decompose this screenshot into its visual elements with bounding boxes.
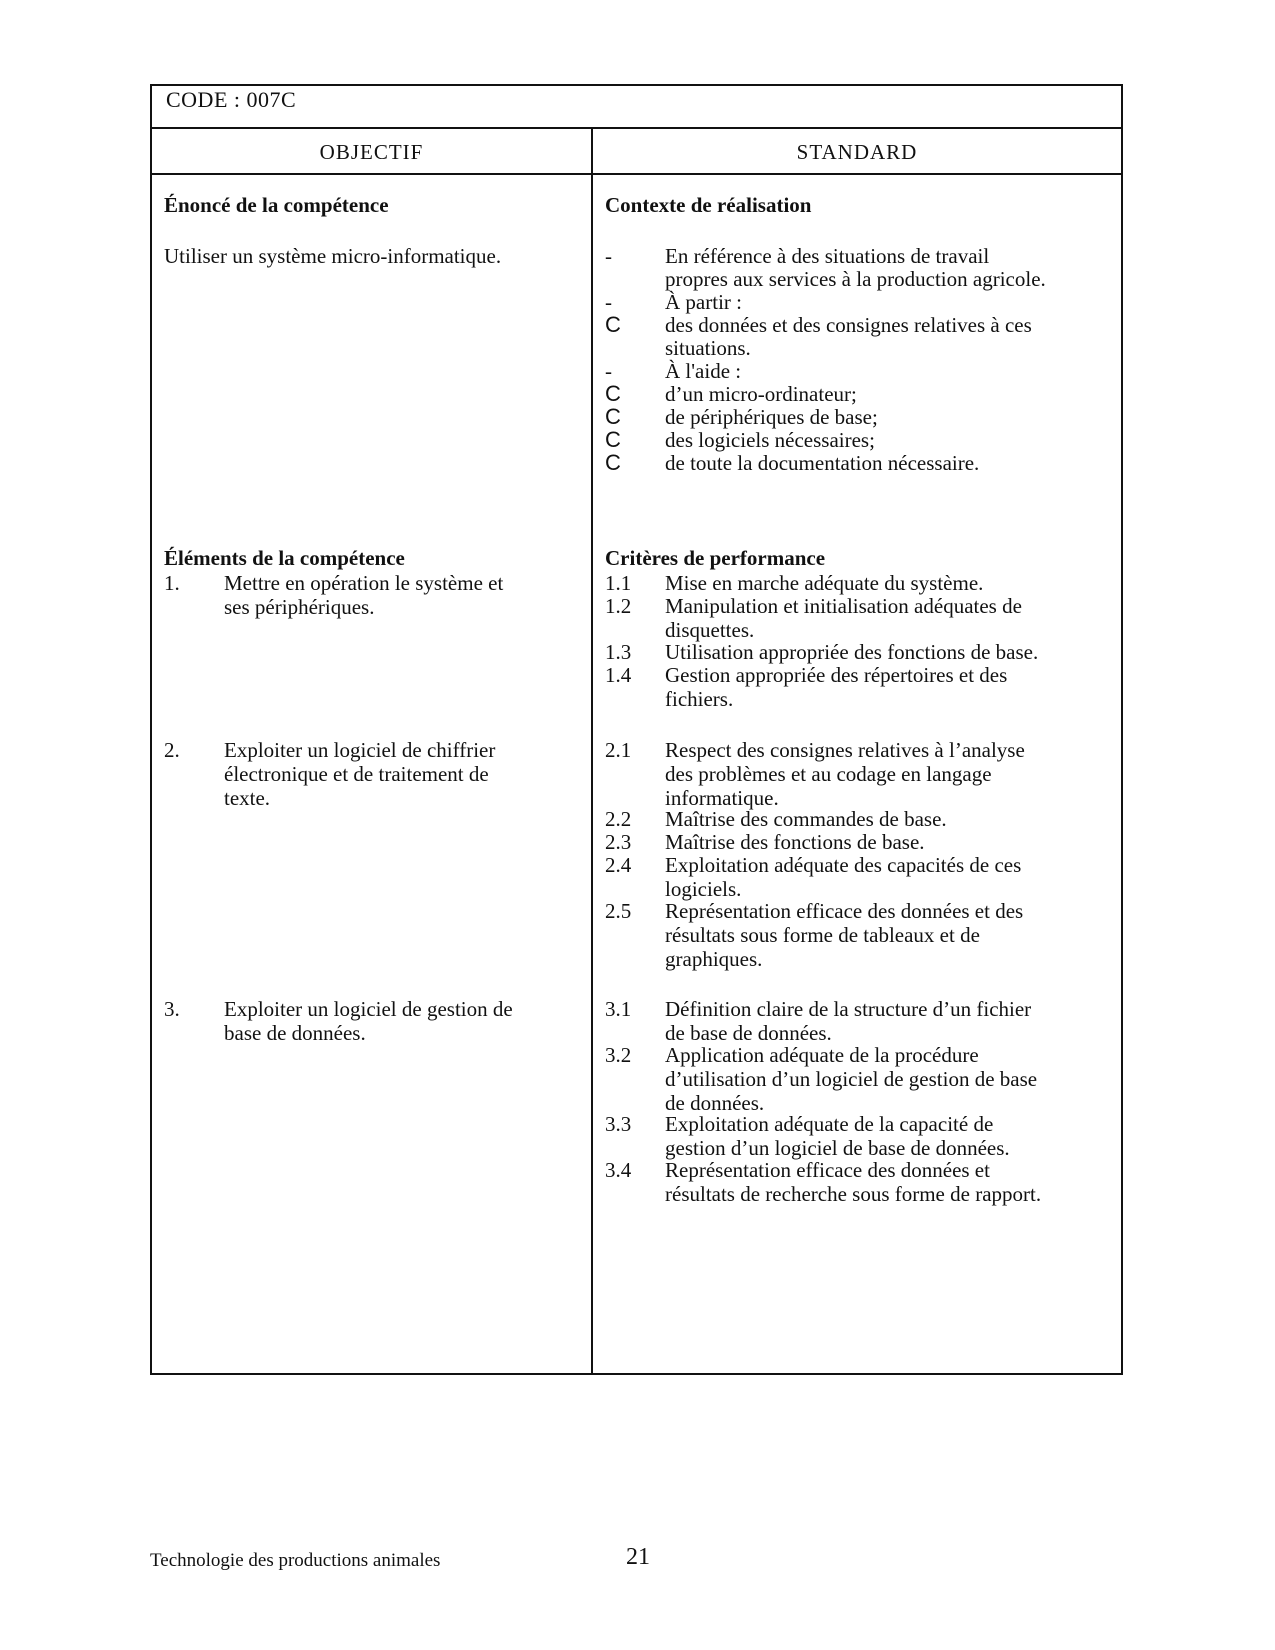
critere-item-text: Mise en marche adéquate du système. [665,571,984,595]
critere-item-number: 2.4 [605,853,632,877]
contexte-mark: C [605,312,621,337]
code-label: CODE : 007C [166,87,297,112]
element-item-text: base de données. [224,1021,366,1045]
critere-item-text: de base de données. [665,1021,832,1045]
critere-item-text: Gestion appropriée des répertoires et des [665,663,1008,687]
critere-item-text: Application adéquate de la procédure [665,1043,979,1067]
contexte-text: des logiciels nécessaires; [665,428,875,452]
critere-item-text: résultats de recherche sous forme de rapport. [665,1182,1042,1206]
critere-item-text: Respect des consignes relatives à l’analyse [665,738,1025,762]
criteres-title: Critères de performance [605,546,826,570]
critere-item-text: Définition claire de la structure d’un fichier [665,997,1032,1021]
element-item-text: texte. [224,786,271,810]
critere-item-number: 1.3 [605,640,632,664]
critere-item-text: Représentation efficace des données et des [665,899,1024,923]
critere-item-number: 1.2 [605,594,632,618]
critere-item-number: 2.2 [605,807,632,831]
contexte-text: d’un micro-ordinateur; [665,382,857,406]
header-standard: STANDARD [796,140,918,164]
enonce-text: Utiliser un système micro-informatique. [164,244,502,268]
elements-title: Éléments de la compétence [164,546,405,570]
element-item-text: Exploiter un logiciel de gestion de [224,997,513,1021]
contexte-text: de périphériques de base; [665,405,878,429]
critere-item-text: fichiers. [665,687,734,711]
critere-item-text: Utilisation appropriée des fonctions de base. [665,640,1039,664]
element-item-text: Exploiter un logiciel de chiffrier [224,738,496,762]
contexte-title: Contexte de réalisation [605,193,812,217]
contexte-mark: - [605,359,612,383]
critere-item-text: Maîtrise des fonctions de base. [665,830,925,854]
critere-item-text: résultats sous forme de tableaux et de [665,923,980,947]
critere-item-number: 2.3 [605,830,632,854]
critere-item-text: d’utilisation d’un logiciel de gestion de base [665,1067,1038,1091]
contexte-mark: - [605,244,612,268]
critere-item-text: Exploitation adéquate des capacités de ces [665,853,1022,877]
competency-table [150,84,1123,1375]
element-item-text: électronique et de traitement de [224,762,489,786]
column-divider [591,127,593,1373]
critere-item-number: 1.1 [605,571,632,595]
critere-item-text: de données. [665,1091,765,1115]
contexte-mark: C [605,450,621,475]
critere-item-text: Maîtrise des commandes de base. [665,807,947,831]
contexte-text: de toute la documentation nécessaire. [665,451,980,475]
contexte-text: des données et des consignes relatives à ces [665,313,1032,337]
contexte-mark: C [605,381,621,406]
critere-item-number: 3.1 [605,997,632,1021]
critere-item-text: logiciels. [665,877,742,901]
element-item-text: ses périphériques. [224,595,375,619]
element-item-number: 1. [164,571,180,595]
contexte-mark: - [605,290,612,314]
critere-item-number: 2.5 [605,899,632,923]
contexte-text: À partir : [665,290,742,314]
critere-item-number: 2.1 [605,738,632,762]
contexte-text: propres aux services à la production agricole. [665,267,1046,291]
page-number: 21 [626,1544,650,1570]
contexte-text: À l'aide : [665,359,742,383]
enonce-title: Énoncé de la compétence [164,193,389,217]
contexte-text: situations. [665,336,751,360]
critere-item-text: gestion d’un logiciel de base de données. [665,1136,1010,1160]
element-item-number: 2. [164,738,180,762]
header-objectif: OBJECTIF [319,140,424,164]
critere-item-text: des problèmes et au codage en langage [665,762,992,786]
critere-item-text: informatique. [665,786,779,810]
header-row [152,127,1121,175]
element-item-text: Mettre en opération le système et [224,571,504,595]
element-item-number: 3. [164,997,180,1021]
contexte-mark: C [605,404,621,429]
critere-item-number: 1.4 [605,663,632,687]
critere-item-text: Représentation efficace des données et [665,1158,990,1182]
critere-item-text: Manipulation et initialisation adéquates de [665,594,1022,618]
critere-item-number: 3.2 [605,1043,632,1067]
critere-item-number: 3.3 [605,1112,632,1136]
code-row [152,86,1121,129]
critere-item-text: disquettes. [665,618,755,642]
footer-title: Technologie des productions animales [150,1550,441,1571]
critere-item-text: graphiques. [665,947,763,971]
contexte-mark: C [605,427,621,452]
critere-item-text: Exploitation adéquate de la capacité de [665,1112,994,1136]
contexte-text: En référence à des situations de travail [665,244,990,268]
critere-item-number: 3.4 [605,1158,632,1182]
